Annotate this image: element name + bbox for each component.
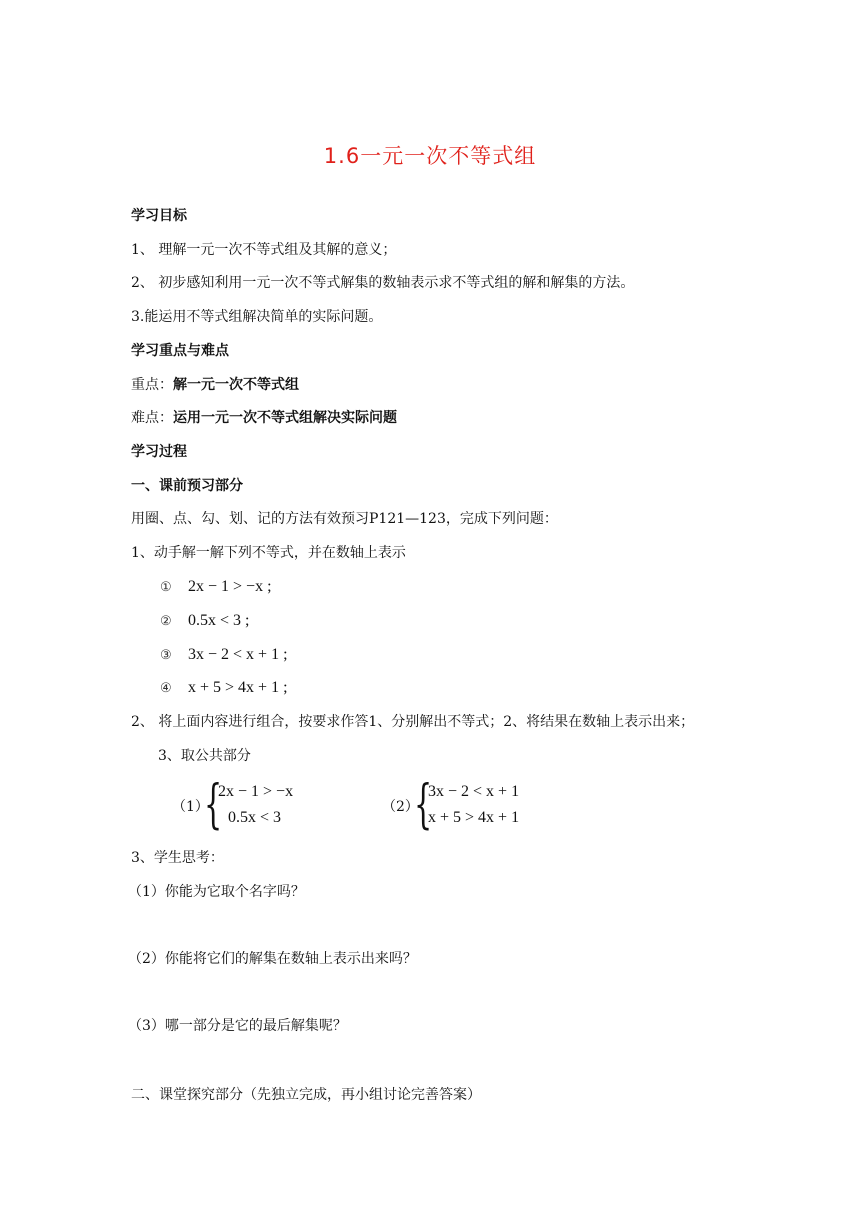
task-2: 2、 将上面内容进行组合，按要求作答1、分别解出不等式；2、将结果在数轴上表示出来； [131, 714, 695, 730]
part1-heading: 一、课前预习部分 [131, 478, 243, 494]
inequality-number: ④ [160, 681, 172, 696]
inequality-item [160, 577, 272, 598]
page-title: 1.6一元一次不等式组 [323, 144, 537, 168]
system-equation-1: 3x − 2 < x + 1 [428, 783, 520, 800]
focus-label: 重点： [131, 377, 173, 393]
task-3: 3、学生思考： [131, 850, 224, 866]
question-1: （1）你能为它取个名字吗？ [128, 884, 305, 900]
brace-symbol: { [204, 775, 223, 835]
system-equation-2: 0.5x < 3 [228, 809, 282, 826]
system-label: （2） [382, 799, 419, 815]
goal-item-3: 3.能运用不等式组解决简单的实际问题。 [131, 309, 383, 325]
inequality-item [160, 611, 249, 632]
brace-symbol: { [414, 775, 433, 835]
process-heading: 学习过程 [131, 444, 187, 460]
difficulty-label: 难点： [131, 410, 173, 426]
inequality-item [160, 678, 288, 699]
question-3: （3）哪一部分是它的最后解集呢？ [128, 1018, 347, 1034]
inequality-expr: 2x − 1 > −x ; [188, 578, 272, 595]
focus-text: 解一元一次不等式组 [173, 377, 299, 393]
inequality-system-1 [172, 775, 372, 835]
difficulty-line [131, 408, 397, 428]
inequality-expr: 3x − 2 < x + 1 ; [188, 646, 288, 663]
system-label: （1） [172, 799, 209, 815]
inequality-number: ② [160, 614, 172, 629]
inequality-expr: x + 5 > 4x + 1 ; [188, 679, 288, 696]
goals-heading: 学习目标 [131, 208, 187, 224]
key-points-heading: 学习重点与难点 [131, 343, 229, 359]
system-equation-2: x + 5 > 4x + 1 [428, 809, 520, 826]
inequality-system-2 [382, 775, 602, 835]
goal-item-1: 1、 理解一元一次不等式组及其解的意义； [131, 242, 397, 258]
goal-item-2: 2、 初步感知利用一元一次不等式解集的数轴表示求不等式组的解和解集的方法。 [131, 275, 635, 291]
system-equation-1: 2x − 1 > −x [218, 783, 294, 800]
inequality-number: ① [160, 580, 172, 595]
part2-heading: 二、课堂探究部分（先独立完成，再小组讨论完善答案） [131, 1087, 481, 1103]
preview-intro: 用圈、点、勾、划、记的方法有效预习P121—123，完成下列问题： [131, 511, 558, 527]
difficulty-text: 运用一元一次不等式组解决实际问题 [173, 410, 397, 426]
task-1: 1、动手解一解下列不等式，并在数轴上表示 [131, 545, 406, 561]
task-2-common-part: 3、取公共部分 [158, 748, 251, 764]
question-2: （2）你能将它们的解集在数轴上表示出来吗？ [128, 951, 417, 967]
inequality-expr: 0.5x < 3 ; [188, 612, 250, 629]
focus-line [131, 375, 299, 395]
inequality-item [160, 645, 288, 666]
inequality-number: ③ [160, 648, 172, 663]
